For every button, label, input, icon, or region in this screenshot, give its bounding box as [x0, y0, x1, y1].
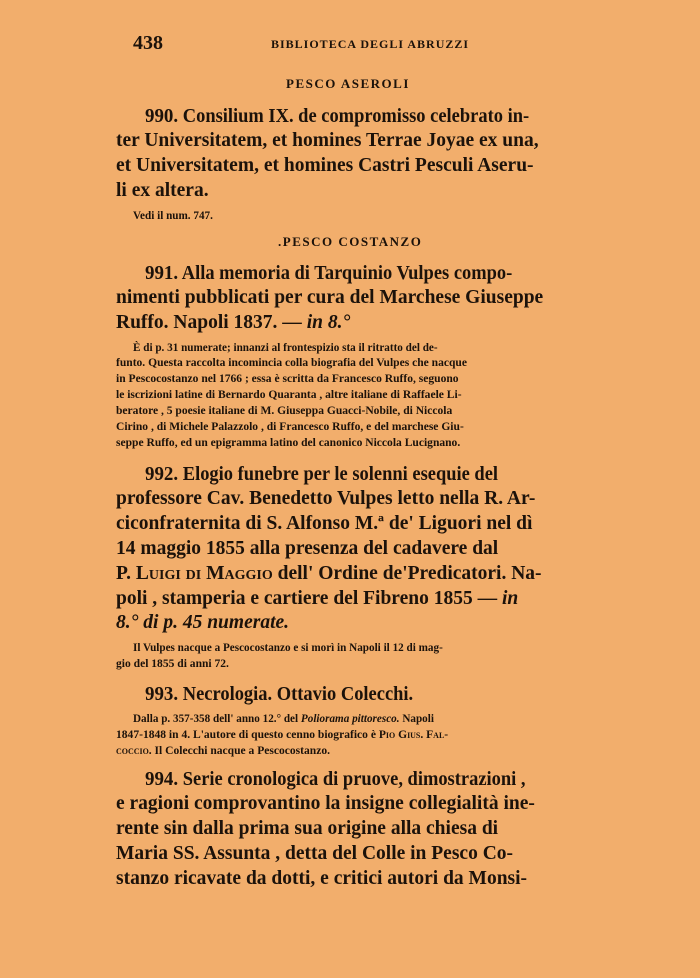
entry-text: P.: [116, 563, 136, 584]
author-name: Pio Gius. Fal-: [378, 728, 449, 741]
periodical-title: Poliorama pittoresco.: [300, 712, 400, 725]
entry-991-note-7: seppe Ruffo, ed un epigramma latino del canonico Niccola Lucignano.: [116, 436, 461, 449]
entry-992-line-7: 8.° di p. 45 numerate.: [116, 612, 290, 633]
entry-990-line-4: li ex altera.: [116, 180, 209, 201]
entry-number: 992.: [145, 463, 179, 485]
entry-991-note-1: È di p. 31 numerate; innanzi al frontespizio sta il ritratto del de-: [133, 341, 438, 354]
note-text: Napoli: [399, 712, 434, 725]
format-label: in: [501, 588, 519, 609]
entry-993-note-1: [133, 711, 626, 727]
entry-994-line-2: e ragioni comprovantino la insigne collegialità ine-: [116, 793, 535, 814]
entry-text: Ruffo. Napoli 1837. —: [116, 312, 307, 333]
entry-text: Consilium IX. de compromisso celebrato in-: [178, 106, 530, 127]
running-title: BIBLIOTECA DEGLI ABRUZZI: [271, 37, 470, 51]
entry-992-line-3: ciconfraternita di S. Alfonso M.ª de' Liguori nel dì: [116, 513, 533, 534]
entry-number: 994.: [145, 768, 179, 790]
entry-text: dell' Ordine de'Predicatori. Na-: [272, 563, 542, 584]
entry-994-line-3: rente sin dalla prima sua origine alla chiesa di: [116, 818, 499, 839]
entry-number: 993.: [145, 683, 179, 705]
section-heading-pesco-costanzo: .PESCO COSTANZO: [278, 234, 423, 249]
entry-text: Serie cronologica di pruove, dimostrazioni ,: [178, 769, 526, 790]
entry-990-line-1: [145, 104, 626, 129]
entry-991-line-3: [116, 311, 624, 335]
author-name: coccio.: [116, 744, 152, 757]
page-number: 438: [133, 32, 163, 54]
entry-990-note: Vedi il num. 747.: [133, 209, 213, 222]
entry-992-line-5: [116, 562, 624, 586]
entry-number: 990.: [145, 105, 179, 127]
entry-992-line-4: 14 maggio 1855 alla presenza del cadavere dal: [116, 538, 499, 559]
entry-991-note-6: Cirino , di Michele Palazzolo , di Francesco Ruffo, e del marchese Giu-: [116, 420, 464, 433]
entry-994-line-5: stanzo ricavate da dotti, e critici autori da Monsi-: [116, 868, 528, 889]
entry-991-note-2: funto. Questa raccolta incomincia colla biografia del Vulpes che nacque: [116, 356, 467, 369]
note-text: 1847-1848 in 4. L'autore di questo cenno biografico è: [116, 728, 379, 741]
note-text: Il Colecchi nacque a Pescocostanzo.: [151, 744, 331, 757]
entry-991-line-1: [145, 261, 626, 286]
note-text: Dalla p. 357-358 dell' anno 12.° del: [133, 712, 301, 725]
entry-text: Necrologia. Ottavio Colecchi.: [178, 684, 414, 705]
entry-991-line-2: nimenti pubblicati per cura del Marchese Giuseppe: [116, 287, 544, 308]
entry-994-line-4: Maria SS. Assunta , detta del Colle in Pesco Co-: [116, 843, 514, 864]
entry-992-note-2: gio del 1855 di anni 72.: [116, 657, 229, 670]
entry-994-line-1: [145, 767, 626, 792]
entry-text: Alla memoria di Tarquinio Vulpes compo-: [178, 263, 513, 284]
author-name: Luigi di Maggio: [135, 563, 273, 584]
entry-992-line-1: [145, 462, 626, 487]
entry-number: 991.: [145, 262, 179, 284]
entry-990-line-3: et Universitatem, et homines Castri Pesculi Aseru-: [116, 155, 534, 176]
format-label: in 8.°: [306, 312, 351, 333]
entry-990-line-2: ter Universitatem, et homines Terrae Joyae ex una,: [116, 130, 539, 151]
entry-992-line-2: professore Cav. Benedetto Vulpes letto nella R. Ar-: [116, 488, 536, 509]
entry-993-note-3: [116, 743, 626, 759]
page-header: [133, 32, 563, 54]
entry-991-note-3: in Pescocostanzo nel 1766 ; essa è scritta da Francesco Ruffo, seguono: [116, 372, 459, 385]
entry-993-line-1: [145, 682, 626, 707]
section-heading-pesco-aseroli: PESCO ASEROLI: [286, 76, 410, 91]
entry-text: Elogio funebre per le solenni esequie del: [178, 464, 499, 485]
entry-text: poli , stamperia e cartiere del Fibreno 1855 —: [116, 588, 502, 609]
entry-992-line-6: [116, 587, 624, 611]
entry-993-note-2: [116, 727, 626, 743]
entry-992-note-1: Il Vulpes nacque a Pescocostanzo e si morì in Napoli il 12 di mag-: [133, 641, 443, 654]
entry-991-note-4: le iscrizioni latine di Bernardo Quaranta , altre italiane di Raffaele Li-: [116, 388, 462, 401]
entry-991-note-5: beratore , 5 poesie italiane di M. Giuseppa Guacci-Nobile, di Niccola: [116, 404, 453, 417]
